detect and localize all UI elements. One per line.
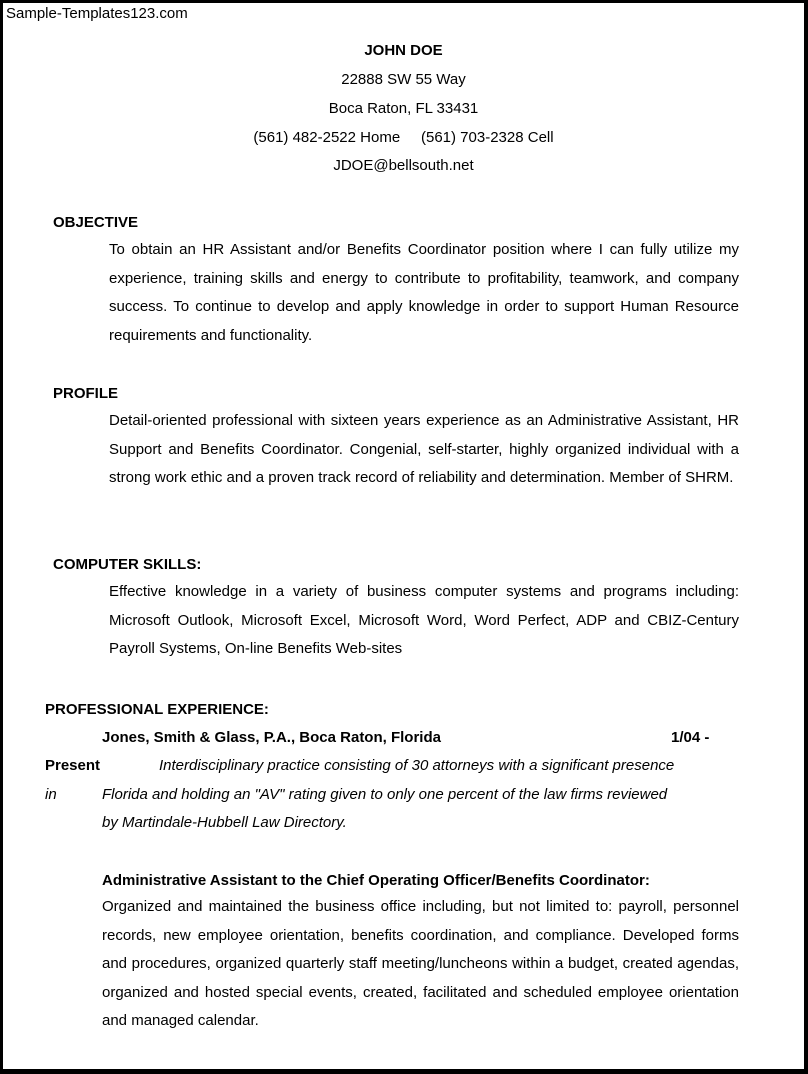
- employer-description-line: Florida and holding an "AV" rating given to only one percent of the law firms reviewed: [102, 786, 668, 803]
- email: JDOE@bellsouth.net: [333, 157, 474, 174]
- date-end: Present: [45, 757, 101, 774]
- profile-text: Detail-oriented professional with sixteen years experience as an Administrative Assistant, HR Support and Benefits Coordinator. Congenial, self-starter, highly organized individual with a strong work ethic and a proven track record of reliability and determination. Member of SHRM.: [109, 412, 739, 487]
- employer: Jones, Smith & Glass, P.A., Boca Raton, Florida: [102, 729, 441, 746]
- objective-heading: OBJECTIVE: [53, 214, 139, 231]
- resume-page: [3, 3, 804, 1069]
- job-duties: Organized and maintained the business office including, but not limited to: payroll, personnel records, new employee orientation, benefits coordination, and compliance. Developed forms and procedures, organized quarterly staff meeting/luncheons within a budget, created agendas, organized and hosted special events, created, facilitated and scheduled employee orientation and managed calendar.: [102, 898, 739, 1030]
- date-start: 1/04 -: [671, 729, 710, 746]
- address-line-1: 22888 SW 55 Way: [341, 71, 466, 88]
- watermark: Sample-Templates123.com: [6, 5, 188, 22]
- skills-text: Effective knowledge in a variety of business computer systems and programs including: Microsoft Outlook, Microsoft Excel, Microsoft Word, Word Perfect, ADP and CBIZ-Century Payroll Systems, On-line Benefits Web-sites: [109, 583, 739, 658]
- employer-description-line: by Martindale-Hubbell Law Directory.: [102, 814, 347, 831]
- job-title: Administrative Assistant to the Chief Operating Officer/Benefits Coordinator:: [102, 872, 650, 889]
- address-line-2: Boca Raton, FL 33431: [328, 100, 479, 117]
- phone-numbers: (561) 482-2522 Home (561) 703-2328 Cell: [253, 129, 554, 146]
- employer-description-in: in: [45, 786, 57, 803]
- profile-heading: PROFILE: [53, 385, 119, 402]
- objective-text: To obtain an HR Assistant and/or Benefits Coordinator position where I can fully utilize my experience, training skills and energy to contribute to profitability, teamwork, and company success. To continue to develop and apply knowledge in order to support Human Resource requirements and functionality.: [109, 241, 739, 344]
- applicant-name: JOHN DOE: [364, 42, 443, 59]
- experience-heading: PROFESSIONAL EXPERIENCE:: [45, 701, 269, 718]
- skills-heading: COMPUTER SKILLS:: [53, 556, 202, 573]
- employer-description-line: Interdisciplinary practice consisting of 30 attorneys with a significant presence: [159, 757, 675, 774]
